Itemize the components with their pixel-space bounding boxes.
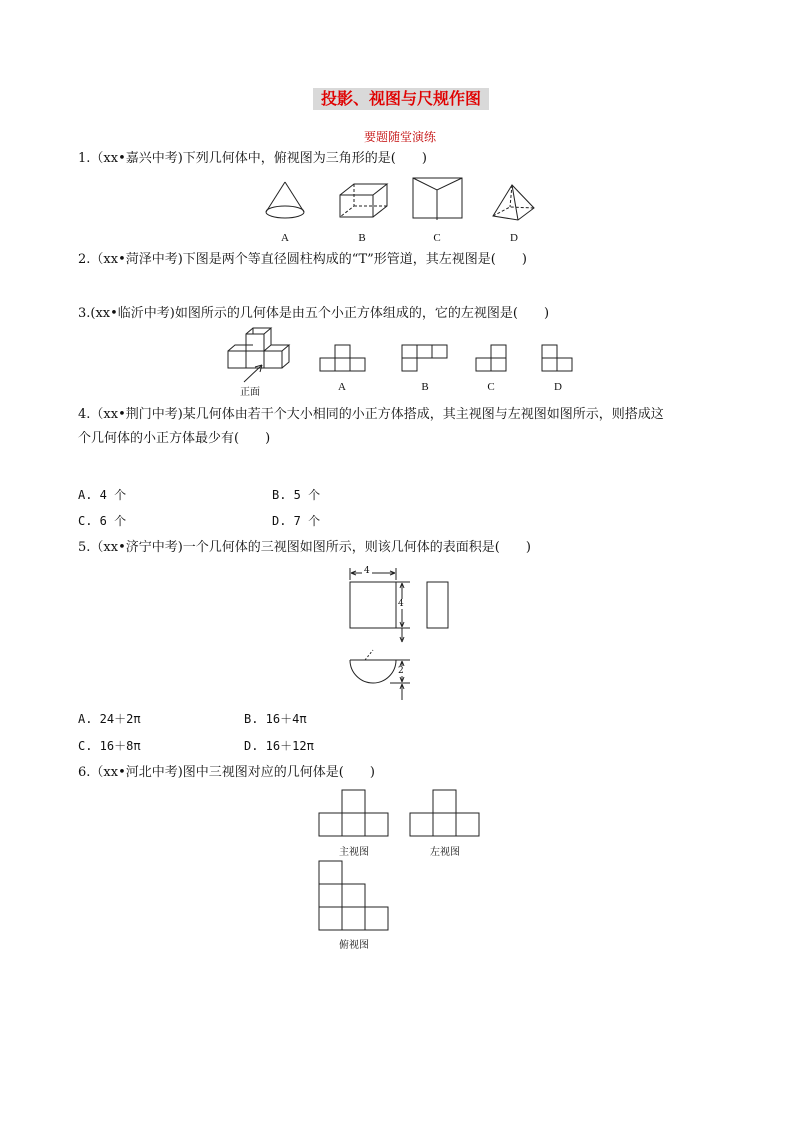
option-label-b: B bbox=[358, 232, 366, 244]
option-label-a: A bbox=[281, 232, 289, 244]
left-view bbox=[410, 790, 479, 836]
option-c: C. 6 个 bbox=[78, 514, 127, 528]
option-d: D. 7 个 bbox=[272, 514, 321, 528]
main-view bbox=[319, 790, 388, 836]
question-number: 6. bbox=[78, 765, 91, 780]
page-title: 投影、视图与尺规作图 bbox=[313, 88, 489, 110]
question-number: 3. bbox=[78, 306, 91, 321]
dim-width: 4 bbox=[364, 566, 370, 576]
question-number: 2. bbox=[78, 252, 91, 267]
question-text: （xx•河北中考)图中三视图对应的几何体是( ) bbox=[90, 765, 375, 780]
question-text: (xx•临沂中考)如图所示的几何体是由五个小正方体组成的，它的左视图是( ) bbox=[90, 306, 550, 321]
option-label-a: A bbox=[338, 381, 346, 393]
question-text: （xx•济宁中考)一个几何体的三视图如图所示，则该几何体的表面积是( ) bbox=[90, 540, 531, 555]
option-b: B. 5 个 bbox=[272, 488, 321, 502]
option-label-c: C bbox=[487, 381, 495, 393]
option-label-b: B bbox=[421, 381, 429, 393]
option-label-d: D bbox=[510, 232, 518, 244]
question-number: 1. bbox=[78, 151, 91, 166]
option-d: D. 16＋12π bbox=[244, 739, 314, 753]
option-label-c: C bbox=[433, 232, 441, 244]
option-b: B. 16＋4π bbox=[244, 712, 307, 726]
option-a: A. 24＋2π bbox=[78, 712, 141, 726]
question-number: 4. bbox=[78, 407, 91, 422]
left-view-caption: 左视图 bbox=[430, 847, 460, 858]
top-view-caption: 俯视图 bbox=[339, 940, 369, 951]
option-c: C. 16＋8π bbox=[78, 739, 141, 753]
front-label: 正面 bbox=[240, 387, 260, 398]
top-view bbox=[319, 861, 388, 930]
question-text: （xx•菏泽中考)下图是两个等直径圆柱构成的“T”形管道，其左视图是( ) bbox=[90, 252, 527, 267]
option-label-d: D bbox=[554, 381, 562, 393]
dim-height: 4 bbox=[398, 599, 404, 609]
main-view-caption: 主视图 bbox=[339, 847, 369, 858]
question-4-continued: 个几何体的小正方体最少有( ) bbox=[78, 431, 271, 446]
option-a: A. 4 个 bbox=[78, 488, 127, 502]
question-number: 5. bbox=[78, 540, 91, 555]
dim-radius: 2 bbox=[398, 666, 404, 676]
section-subtitle: 要题随堂演练 bbox=[363, 130, 436, 144]
question-text: （xx•嘉兴中考)下列几何体中，俯视图为三角形的是( ) bbox=[90, 151, 427, 166]
question-text: （xx•荆门中考)某几何体由若干个大小相同的小正方体搭成，其主视图与左视图如图所示，则搭成这 bbox=[90, 407, 664, 422]
